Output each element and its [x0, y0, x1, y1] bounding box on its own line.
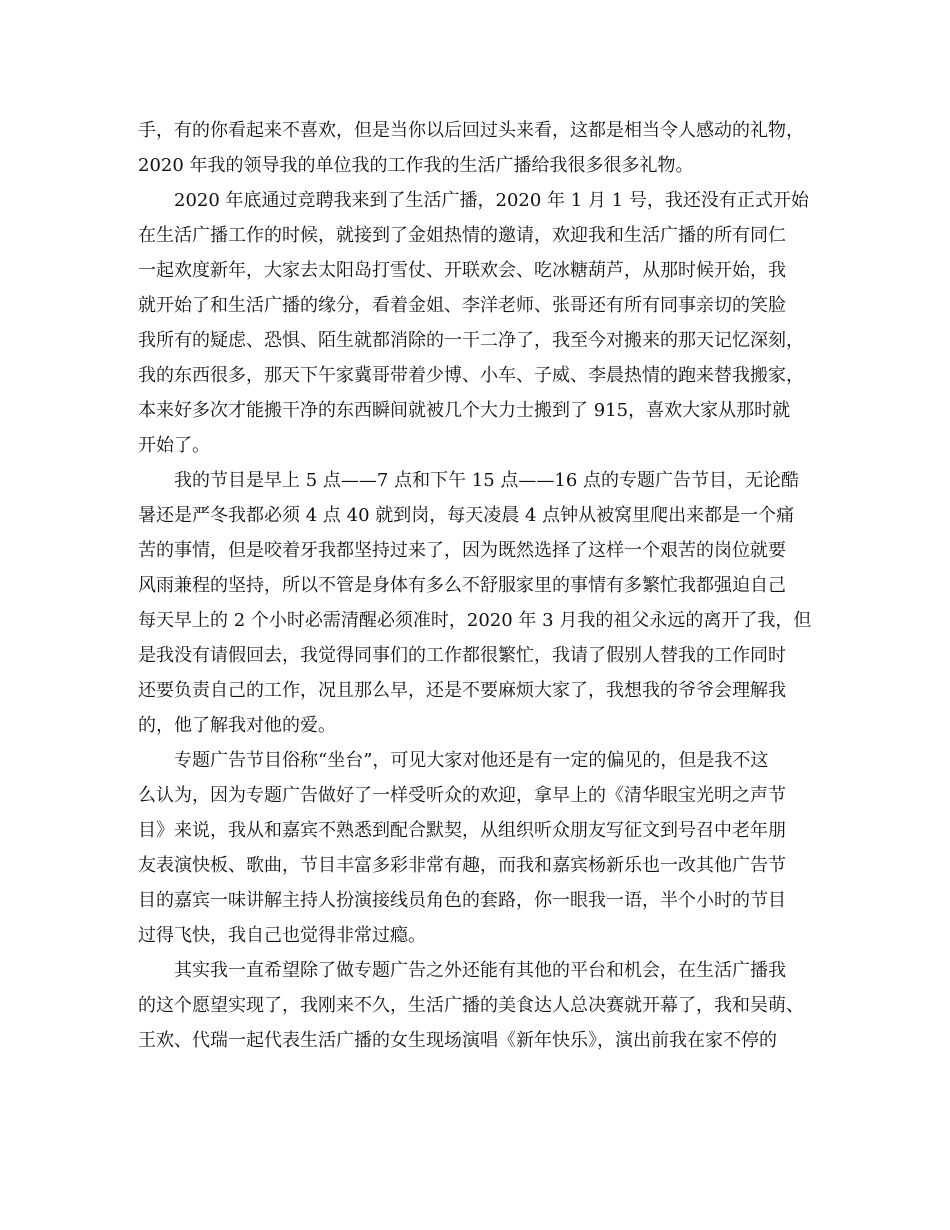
text-line: 我的东西很多，那天下午家冀哥带着少博、小车、子威、李晨热情的跑来替我搬家，: [138, 365, 804, 386]
text-line: 暑还是严冬我都必须 4 点 40 就到岗，每天凌晨 4 点钟从被窝里爬出来都是一个痛: [138, 505, 795, 526]
text-line: 一起欢度新年，大家去太阳岛打雪仗、开联欢会、吃冰糖葫芦，从那时候开始，我: [138, 260, 786, 281]
paragraph-first-line: 专题广告节目俗称“坐台”，可见大家对他还是有一定的偏见的，但是我不这: [174, 750, 769, 771]
paragraph-first-line: 我的节目是早上 5 点——7 点和下午 15 点——16 点的专题广告节目，无论酷: [174, 470, 800, 491]
text-line: 我所有的疑虑、恐惧、陌生就都消除的一干二净了，我至今对搬来的那天记忆深刻，: [138, 330, 804, 351]
text-line: 王欢、代瑞一起代表生活广播的女生现场演唱《新年快乐》，演出前我在家不停的: [138, 1030, 777, 1051]
paragraph-first-line: 2020 年底通过竞聘我来到了生活广播，2020 年 1 月 1 号，我还没有正式开始: [174, 190, 809, 211]
text-line: 的这个愿望实现了，我刚来不久，生活广播的美食达人总决赛就开幕了，我和吴萌、: [138, 995, 804, 1016]
text-line: 手，有的你看起来不喜欢，但是当你以后回过头来看，这都是相当令人感动的礼物，: [138, 120, 804, 141]
paragraph-first-line: 其实我一直希望除了做专题广告之外还能有其他的平台和机会，在生活广播我: [174, 960, 786, 981]
text-line: 是我没有请假回去，我觉得同事们的工作都很繁忙，我请了假别人替我的工作同时: [138, 645, 786, 666]
text-line: 在生活广播工作的时候，就接到了金姐热情的邀请，欢迎我和生活广播的所有同仁: [138, 225, 786, 246]
text-line: 的，他了解我对他的爱。: [138, 715, 336, 736]
text-line: 风雨兼程的坚持，所以不管是身体有多么不舒服家里的事情有多繁忙我都强迫自己: [138, 575, 786, 596]
text-line: 2020 年我的领导我的单位我的工作我的生活广播给我很多很多礼物。: [138, 155, 694, 176]
text-line: 友表演快板、歌曲，节目丰富多彩非常有趣，而我和嘉宾杨新乐也一改其他广告节: [138, 855, 786, 876]
text-line: 就开始了和生活广播的缘分，看着金姐、李洋老师、张哥还有所有同事亲切的笑脸: [138, 295, 786, 316]
text-line: 还要负责自己的工作，况且那么早，还是不要麻烦大家了，我想我的爷爷会理解我: [138, 680, 786, 701]
text-line: 过得飞快，我自己也觉得非常过瘾。: [138, 925, 426, 946]
text-line: 目》来说，我从和嘉宾不熟悉到配合默契，从组织听众朋友写征文到号召中老年朋: [138, 820, 786, 841]
text-line: 苦的事情，但是咬着牙我都坚持过来了，因为既然选择了这样一个艰苦的岗位就要: [138, 540, 786, 561]
text-line: 目的嘉宾一味讲解主持人扮演接线员角色的套路，你一眼我一语，半个小时的节目: [138, 890, 786, 911]
text-line: 开始了。: [138, 435, 210, 456]
text-line: 本来好多次才能搬干净的东西瞬间就被几个大力士搬到了 915，喜欢大家从那时就: [138, 400, 791, 421]
text-line: 么认为，因为专题广告做好了一样受听众的欢迎，拿早上的《清华眼宝光明之声节: [138, 785, 786, 806]
text-line: 每天早上的 2 个小时必需清醒必须准时，2020 年 3 月我的祖父永远的离开了我，但: [138, 610, 812, 631]
